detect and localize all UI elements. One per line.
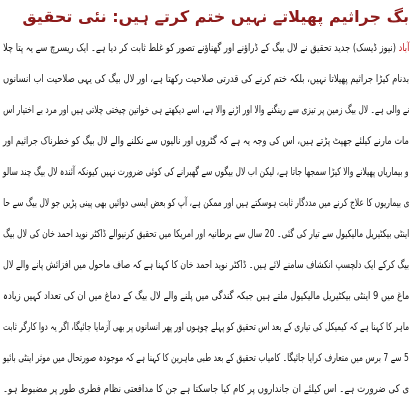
intro-line-text (3, 33, 409, 63)
article-line-text: اینٹی بیکٹیریل مالیکیول سے تیار کی گئی۔ 20 سال سے برطانیہ اور امریکا میں تحقیق کرنیوالے ڈاکٹر نوید احمد خان کی لال بیگ (2, 228, 409, 240)
headline-row (0, 0, 410, 32)
article-line-text: ی کی ضرورت ہے۔ اس کیلئے ان جانداروں پر کام کیا جاسکتا ہے جن کا مدافعتی نظام فطری طور پر مضبوط ہو۔ (2, 383, 409, 395)
article-line (0, 94, 410, 125)
article-line (0, 280, 410, 311)
article-line-text: بدنام کیڑا جراثیم پھیلاتا نہیں، بلکہ ختم کرنے کی قدرتی صلاحیت رکھتا ہے، اور لال بیگ کی یہی صلاحیت اب انسانوں (2, 73, 409, 85)
article-line (0, 342, 410, 373)
intro-text: (نیوز ڈیسک) جدید تحقیق نے لال بیگ کے ڈراؤنے اور گھناؤنے تصور کو غلط ثابت کر دیا ہے۔ ایک ریسرچ سے یہ پتا چلا (2, 42, 396, 54)
article-line-text: ی بیماریوں کا علاج کرنے میں مددگار ثابت ہوسکتے ہیں اور ممکن ہے، آپ کو بعض ایسی دوائیں بھی پینی پڑیں جو لال بیگ سے حا (2, 197, 409, 209)
article-line-text: نے والی ہے۔ لال بیگ زمین پر تیزی سے رینگنے والا اور اڑنے والا ہے، اسے دیکھتے ہی خواتین چیختی چلاتی ہیں اور مرد بے اختیار اس (2, 104, 409, 116)
article-line (0, 156, 410, 187)
article-line-text: 5 سے 7 برس میں متعارف کرایا جائیگا۔ کامیاب تحقیق کے بعد طبی ماہرین کا کہنا ہے کہ موجودہ صورتحال میں موثر اینٹی بائیو (3, 352, 409, 364)
article-line (0, 373, 410, 404)
article-line (0, 187, 410, 218)
article-line (0, 218, 410, 249)
article-line (0, 311, 410, 342)
dateline: آباد (398, 42, 409, 54)
article-line (0, 63, 410, 94)
article-title: بگ جراثیم پھیلاتے نہیں ختم کرتے ہیں: نئی تحقیق (22, 6, 409, 26)
article-line-text: و بیماریاں پھیلانے والا کیڑا سمجھا جاتا ہے، لیکن اب لال بیگوں سے گھبرانے کی کوئی ضرورت نہیں کیونکہ آئندہ لال بیگ چند سالو (3, 166, 409, 178)
article-line-text: مات مارنے کیلئے جھپٹ پڑتے ہیں، اس کی وجہ یہ ہے کہ گٹروں اور نالیوں سے نکلنے والے لال بیگ کو خطرناک جراثیم اور (3, 135, 409, 147)
article-line-text: بیگ کرکے ایک دلچسپ انکشاف سامنے لائے ہیں۔ ڈاکٹر نوید احمد خان کا کہنا ہے کہ صاف ماحول میں افزائش پانے والے لال (2, 259, 409, 271)
article-line-text: ماغ میں 9 اینٹی بیکٹیریل مالیکیول ملتے ہیں جبکہ گندگی میں پلنے والے لال بیگ کے دماغ میں ان کی تعداد کہیں زیادہ (2, 290, 409, 302)
article-line (0, 125, 410, 156)
article-line (0, 249, 410, 280)
article-line-intro (0, 32, 410, 63)
article-line-text: ماہر کا کہنا ہے کہ کیمیکل کی تیاری کے بعد اس تحقیق کو پہلے چوہوں اور پھر انسانوں پر بھی آزمایا جائیگا، اگر یہ دوا کارگر ثابت (2, 321, 409, 333)
